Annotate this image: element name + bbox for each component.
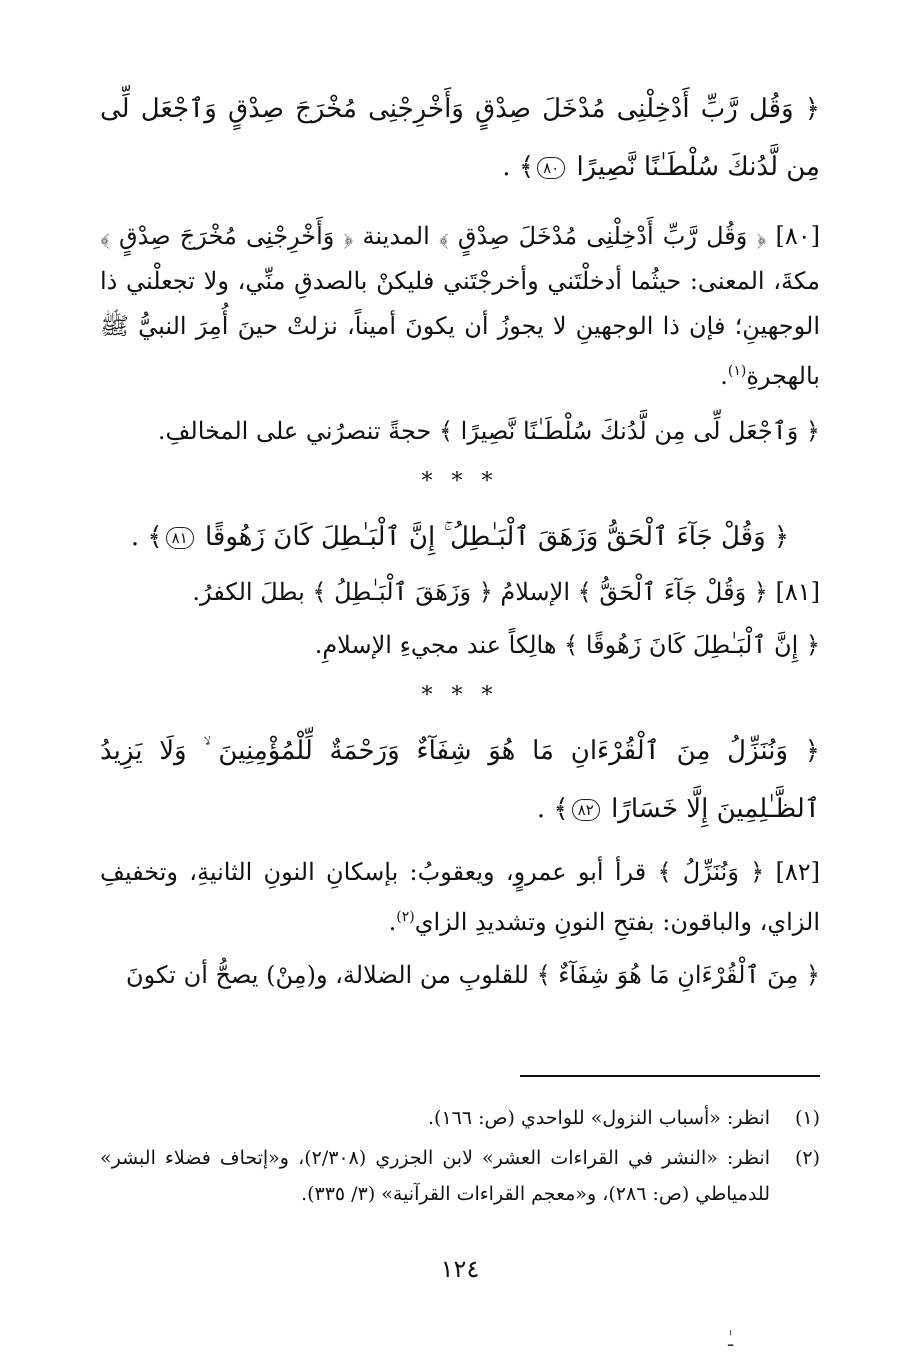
footnote-ref-1[interactable]: (١) xyxy=(727,363,747,379)
footnote-divider xyxy=(520,1075,820,1077)
footnote-ref-2[interactable]: (٢) xyxy=(396,909,415,925)
verse-82-close: ﴾ . xyxy=(536,794,569,824)
explanation-80-end: . xyxy=(720,362,728,390)
footnote-1 xyxy=(100,1100,820,1136)
stray-mark: ـٰ xyxy=(728,1330,734,1351)
explanation-80-paragraph xyxy=(100,214,820,399)
footnote-2-text: انظر: «النشر في القراءات العشر» لابن الجزري (٢/٣٠٨)، و«إتحاف فضلاء البشر» للدمياطي (ص: ٢٨٦)، و«معجم القراءات القرآنية» (٣/ ٣٣٥). xyxy=(100,1147,770,1205)
footnote-2-mark: (٢) xyxy=(794,1147,820,1169)
explanation-82-end: . xyxy=(388,908,397,936)
section-separator-1: * * * xyxy=(421,469,499,494)
page-number: ١٢٤ xyxy=(440,1255,480,1283)
footnote-1-mark: (١) xyxy=(794,1107,820,1129)
verse-80-close: ﴾ . xyxy=(502,152,535,182)
explanation-82-paragraph xyxy=(100,850,820,945)
verse-81-close: ﴾ . xyxy=(130,522,163,552)
explanation-82-paragraph-2: ﴿ مِنَ ٱلْقُرْءَانِ مَا هُوَ شِفَآءٌ ﴾ للقلوبِ من الضلالة، و(مِنْ) يصحُّ أن تكونَ xyxy=(125,961,820,989)
footnote-1-text: انظر: «أسباب النزول» للواحدي (ص: ١٦٦). xyxy=(428,1107,770,1129)
explanation-82-text: [٨٢] ﴿ وَنُنَزِّلُ ﴾ قرأ أبو عمروٍ، ويعقوبُ: بإسكانِ النونِ الثانيةِ، وتخفيفِ الزاي، والباقون: بفتحِ النونِ وتشديدِ الزاي xyxy=(100,858,820,936)
explanation-80-text: [٨٠] ﴿ وَقُل رَّبِّ أَدْخِلْنِى مُدْخَلَ صِدْقٍ ﴾ المدينة ﴿ وَأَخْرِجْنِى مُخْرَجَ صِدْقٍ ﴾ مكةَ، المعنى: حيثُما أدخلْتَني وأخرجْتَني فليكنْ بالصدقِ منِّي، ولا تجعلْني ذا الوجهينِ؛ فإن ذا الوجهينِ لا يجوزُ أن يكونَ أميناً، نزلتْ حينَ أُمِرَ النبيُّ ﷺ بالهجرةِ xyxy=(100,222,820,390)
explanation-81-paragraph: [٨١] ﴿ وَقُلْ جَآءَ ٱلْحَقُّ ﴾ الإسلامُ ﴿ وَزَهَقَ ٱلْبَـٰطِلُ ﴾ بطلَ الكفرُ. xyxy=(192,578,820,606)
verse-81 xyxy=(100,508,820,566)
explanation-80-paragraph-2: ﴿ وَٱجْعَل لِّى مِن لَّدُنكَ سُلْطَـٰنًا نَّصِيرًا ﴾ حجةً تنصرُني على المخالفِ. xyxy=(157,417,820,445)
page-body xyxy=(100,80,820,998)
verse-number-82: ٨٢ xyxy=(572,799,600,821)
verse-80-text: ﴿ وَقُل رَّبِّ أَدْخِلْنِى مُدْخَلَ صِدْقٍ وَأَخْرِجْنِى مُخْرَجَ صِدْقٍ وَٱجْعَل لِّى مِن لَّدُنكَ سُلْطَـٰنًا نَّصِيرًا xyxy=(100,94,820,182)
verse-82 xyxy=(100,722,820,838)
explanation-81-paragraph-2: ﴿ إِنَّ ٱلْبَـٰطِلَ كَانَ زَهُوقًا ﴾ هالِكاً عند مجيءِ الإسلامِ. xyxy=(314,631,820,659)
verse-82-text: ﴿ وَنُنَزِّلُ مِنَ ٱلْقُرْءَانِ مَا هُوَ شِفَآءٌ وَرَحْمَةٌ لِّلْمُؤْمِنِينَ ۙ وَلَا يَزِيدُ ٱلظَّـٰلِمِينَ إِلَّا خَسَارًا xyxy=(100,736,820,824)
footnotes xyxy=(100,1100,820,1212)
footnote-2 xyxy=(100,1140,820,1212)
verse-80 xyxy=(100,80,820,198)
section-separator-2: * * * xyxy=(421,683,499,708)
verse-number-81: ٨١ xyxy=(166,527,194,549)
verse-81-text: ﴿ وَقُلْ جَآءَ ٱلْحَقُّ وَزَهَقَ ٱلْبَـٰطِلُ ۚ إِنَّ ٱلْبَـٰطِلَ كَانَ زَهُوقًا xyxy=(204,522,790,552)
verse-number-80: ٨٠ xyxy=(537,157,565,179)
